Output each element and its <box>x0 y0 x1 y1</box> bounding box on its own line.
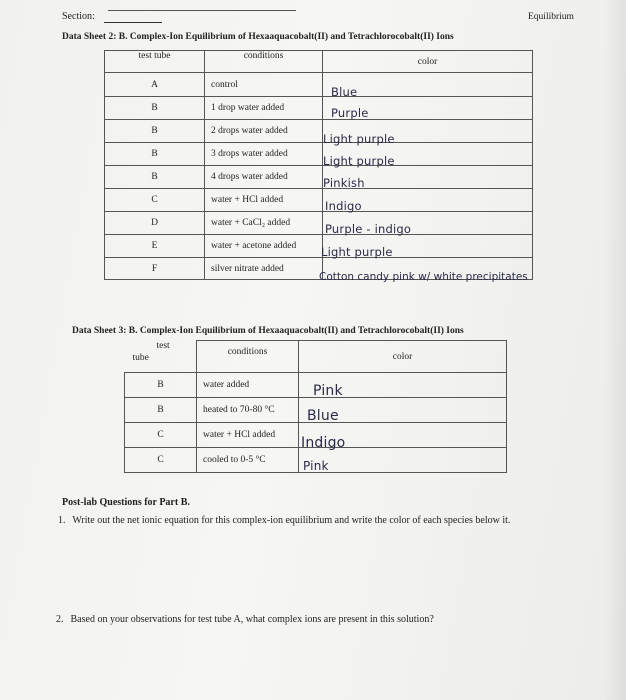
sheet3-table <box>124 340 507 473</box>
handwritten-color: Purple <box>331 106 369 120</box>
col-header-conditions: conditions <box>197 341 299 373</box>
color-cell[interactable] <box>299 398 507 423</box>
color-cell[interactable] <box>323 166 533 189</box>
tube-cell: C <box>105 189 205 212</box>
condition-cell: 2 drops water added <box>205 120 323 143</box>
table-row <box>105 97 533 120</box>
page-shadow <box>604 0 626 700</box>
tube-cell: B <box>125 398 197 423</box>
color-cell[interactable] <box>323 212 533 235</box>
sheet3-header-row <box>125 341 507 373</box>
color-cell[interactable] <box>323 235 533 258</box>
tube-cell: C <box>125 448 197 473</box>
handwritten-color: Blue <box>307 408 339 424</box>
tube-cell: C <box>125 423 197 448</box>
handwritten-color: Light purple <box>323 154 395 168</box>
table-row <box>105 212 533 235</box>
color-cell[interactable] <box>299 373 507 398</box>
handwritten-color: Pinkish <box>323 176 365 190</box>
condition-cell: water + CaCl₂ added <box>205 212 323 235</box>
handwritten-color: Light purple <box>323 132 395 146</box>
col-header-test-tube: test tube <box>105 51 205 73</box>
tube-cell: B <box>105 97 205 120</box>
tube-cell: E <box>105 235 205 258</box>
table-row <box>105 258 533 280</box>
table-row <box>105 189 533 212</box>
tube-cell: B <box>105 166 205 189</box>
table-row <box>125 423 507 448</box>
tube-cell: A <box>105 73 205 97</box>
table-row <box>105 73 533 97</box>
table-row <box>105 166 533 189</box>
col-header-conditions: conditions <box>205 51 323 73</box>
color-cell[interactable] <box>323 97 533 120</box>
question-1-text: Write out the net ionic equation for this complex-ion equilibrium and write the color of each species below it. <box>72 515 511 526</box>
handwritten-color: Indigo <box>301 435 346 451</box>
condition-cell: control <box>205 73 323 97</box>
table-row <box>105 235 533 258</box>
table-row <box>105 120 533 143</box>
condition-cell: 1 drop water added <box>205 97 323 120</box>
section-label: Section: <box>62 11 95 22</box>
question-2-number: 2. <box>56 614 64 625</box>
header-topic: Equilibrium <box>528 12 574 22</box>
tube-cell: B <box>125 373 197 398</box>
table-row <box>125 373 507 398</box>
sheet3-title: Data Sheet 3: B. Complex-Ion Equilibrium of Hexaaquacobalt(II) and Tetrachlorocobalt(II) Ions <box>72 326 464 336</box>
table-row <box>105 143 533 166</box>
condition-cell: heated to 70-80 °C <box>197 398 299 423</box>
color-cell[interactable] <box>323 73 533 97</box>
condition-cell: 4 drops water added <box>205 166 323 189</box>
table-row <box>125 448 507 473</box>
sheet2-header-row <box>105 51 533 73</box>
col-header-color: color <box>299 341 507 373</box>
col-header-test: test <box>156 340 170 351</box>
handwritten-color: Purple - indigo <box>325 222 412 236</box>
question-2-text: Based on your observations for test tube A, what complex ions are present in this solution? <box>70 614 434 625</box>
table-row <box>125 398 507 423</box>
sheet2-title: Data Sheet 2: B. Complex-Ion Equilibrium of Hexaaquacobalt(II) and Tetrachlorocobalt(II) Ions <box>62 32 454 42</box>
condition-cell: water + HCl added <box>197 423 299 448</box>
condition-cell: water + acetone added <box>205 235 323 258</box>
question-1 <box>58 515 510 526</box>
condition-cell: cooled to 0-5 °C <box>197 448 299 473</box>
section-blank-line <box>104 22 162 23</box>
sheet2-table <box>104 50 533 283</box>
question-2 <box>56 614 434 625</box>
handwritten-color: Cotton candy pink w/ white precipitates <box>319 270 528 283</box>
tube-cell: B <box>105 143 205 166</box>
tube-cell: D <box>105 212 205 235</box>
handwritten-color: Indigo <box>325 199 362 213</box>
name-line <box>108 10 296 11</box>
postlab-heading: Post-lab Questions for Part B. <box>62 497 190 508</box>
handwritten-color: Light purple <box>321 245 393 259</box>
color-cell[interactable] <box>323 189 533 212</box>
tube-cell: B <box>105 120 205 143</box>
condition-cell: water added <box>197 373 299 398</box>
handwritten-color: Blue <box>331 84 358 99</box>
condition-cell: 3 drops water added <box>205 143 323 166</box>
color-cell[interactable] <box>323 120 533 146</box>
tube-cell: F <box>105 258 205 280</box>
condition-cell: silver nitrate added <box>205 258 323 280</box>
col-header-color: color <box>323 51 533 73</box>
handwritten-color: Pink <box>313 383 343 399</box>
color-cell[interactable] <box>319 258 533 283</box>
handwritten-color: Pink <box>303 459 329 473</box>
color-cell[interactable] <box>299 423 507 451</box>
question-1-number: 1. <box>58 515 66 526</box>
color-cell[interactable] <box>299 448 507 473</box>
col-header-tube: tube <box>132 352 149 363</box>
condition-cell: water + HCl added <box>205 189 323 212</box>
col-header-test-tube <box>125 341 197 373</box>
